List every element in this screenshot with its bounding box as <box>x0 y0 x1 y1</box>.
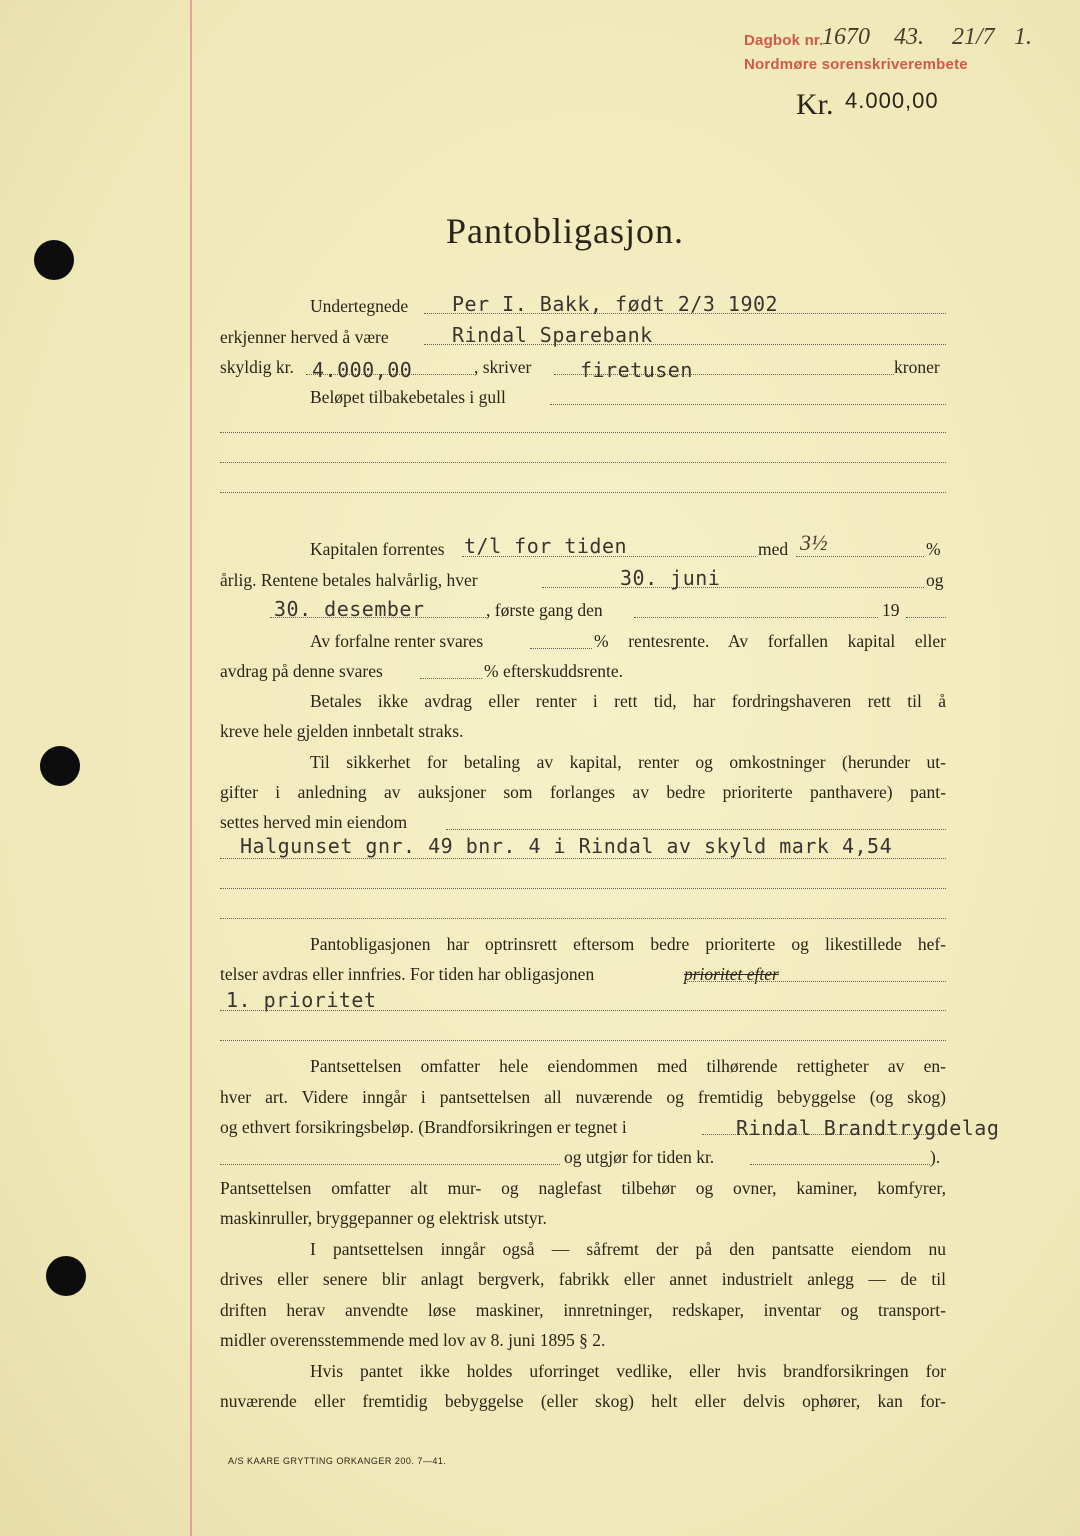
paragraph-omfatter-3: og ethvert forsikringsbeløp. (Brandforsikringen er tegnet i <box>220 1117 627 1137</box>
kroner-label: kroner <box>894 357 940 377</box>
skyldig-value: 4.000,00 <box>312 358 413 382</box>
priority-value: 1. prioritet <box>226 988 377 1012</box>
dotted-line <box>542 587 924 588</box>
dotted-line <box>796 556 924 557</box>
margin-rule <box>190 0 192 1536</box>
printer-imprint: A/S KAARE GRYTTING ORKANGER 200. 7—41. <box>228 1456 447 1466</box>
rentesrente-label: % rentesrente. Av forfallen kapital eller <box>594 631 946 651</box>
stamp-dagbok: Dagbok nr. <box>744 32 824 49</box>
dotted-line <box>220 918 946 919</box>
document-title: Pantobligasjon. <box>446 211 684 251</box>
paragraph-bergverk-1: I pantsettelsen inngår også — såfremt der på den pantsatte eiendom nu <box>310 1239 946 1259</box>
dotted-line <box>220 1040 946 1041</box>
paragraph-murfast-2: maskinruller, bryggepanner og elektrisk utstyr. <box>220 1208 547 1228</box>
year-label: 19 <box>882 600 900 620</box>
kapitalen-label: Kapitalen forrentes <box>310 539 445 559</box>
dotted-line <box>220 888 946 889</box>
paragraph-optrinsrett-2: telser avdras eller innfries. For tiden har obligasjonen <box>220 964 595 984</box>
dotted-line <box>220 432 946 433</box>
dotted-line <box>684 981 946 982</box>
punch-hole <box>40 746 80 786</box>
dotted-line <box>420 678 482 679</box>
dotted-line <box>220 1010 946 1011</box>
interest-rate-value: 3½ <box>800 530 828 555</box>
struck-priority-text: prioritet efter <box>684 964 779 984</box>
undertegnede-label: Undertegnede <box>310 296 409 316</box>
paragraph-vedlike-2: nuværende eller fremtidig bebyggelse (eller skog) helt eller delvis ophører, kan for- <box>220 1391 946 1411</box>
dotted-line <box>220 858 946 859</box>
dotted-line <box>750 1164 930 1165</box>
close-paren: ). <box>930 1147 941 1167</box>
dotted-line <box>220 1164 560 1165</box>
dotted-line <box>530 648 592 649</box>
payment-date-2: 30. desember <box>274 597 425 621</box>
paragraph-omfatter-2: hver art. Videre inngår i pantsettelsen all nuværende og fremtidig bebyggelse (og skog) <box>220 1087 946 1107</box>
skyldig-label: skyldig kr. <box>220 357 294 377</box>
paragraph-optrinsrett-1: Pantobligasjonen har optrinsrett eftersom bedre prioriterte og likestillede hef- <box>310 934 946 954</box>
punch-hole <box>46 1256 86 1296</box>
skriver-label: , skriver <box>474 357 532 377</box>
debtor-value: Per I. Bakk, født 2/3 1902 <box>452 292 779 316</box>
paragraph-betales-1: Betales ikke avdrag eller renter i rett tid, har fordringshaveren rett til å <box>310 691 946 711</box>
forfalne-label: Av forfalne renter svares <box>310 631 484 651</box>
dotted-line <box>906 617 946 618</box>
creditor-value: Rindal Sparebank <box>452 323 653 347</box>
dotted-line <box>220 462 946 463</box>
dotted-line <box>446 829 946 830</box>
paragraph-betales-2: kreve hele gjelden innbetalt straks. <box>220 721 464 741</box>
dagbok-year: 43. <box>894 24 924 50</box>
paragraph-sikkerhet-1: Til sikkerhet for betaling av kapital, renter og omkostninger (herunder ut- <box>310 752 946 772</box>
erkjenner-label: erkjenner herved å være <box>220 327 389 347</box>
med-label: med <box>758 539 789 559</box>
skriver-value: firetusen <box>580 358 693 382</box>
insurer-value: Rindal Brandtrygdelag <box>736 1116 1000 1140</box>
paragraph-bergverk-2: drives eller senere blir anlagt bergverk, fabrikk eller annet industrielt anlegg — de til <box>220 1269 946 1289</box>
paragraph-bergverk-3: driften herav anvendte løse maskiner, innretninger, redskaper, inventar og transport- <box>220 1300 946 1320</box>
paragraph-bergverk-4: midler overensstemmende med lov av 8. juni 1895 § 2. <box>220 1330 606 1350</box>
paragraph-murfast-1: Pantsettelsen omfatter alt mur- og naglefast tilbehør og ovner, kaminer, komfyrer, <box>220 1178 946 1198</box>
arlig-label: årlig. Rentene betales halvårlig, hver <box>220 570 478 590</box>
forste-label: , første gang den <box>486 600 603 620</box>
dagbok-date: 21/7 <box>952 24 995 50</box>
paragraph-vedlike-1: Hvis pantet ikke holdes uforringet vedlike, eller hvis brandforsikringen for <box>310 1361 946 1381</box>
punch-hole <box>34 240 74 280</box>
interest-basis-value: t/l for tiden <box>464 534 628 558</box>
belopet-label: Beløpet tilbakebetales i gull <box>310 387 506 407</box>
stamp-court: Nordmøre sorenskriverembete <box>744 56 968 73</box>
avdrag-label: avdrag på denne svares <box>220 661 383 681</box>
dotted-line <box>550 404 946 405</box>
dotted-line <box>634 617 878 618</box>
amount-value: 4.000,00 <box>845 88 939 113</box>
paragraph-sikkerhet-2: gifter i anledning av auksjoner som forlanges av bedre prioriterte panthavere) pant- <box>220 782 946 802</box>
dotted-line <box>220 492 946 493</box>
payment-date-1: 30. juni <box>620 566 721 590</box>
property-value: Halgunset gnr. 49 bnr. 4 i Rindal av skyld mark 4,54 <box>240 834 893 858</box>
paragraph-omfatter-1: Pantsettelsen omfatter hele eiendommen med tilhørende rettigheter av en- <box>310 1056 946 1076</box>
utgjor-label: og utgjør for tiden kr. <box>564 1147 715 1167</box>
percent-sign: % <box>926 539 941 559</box>
dagbok-number: 1670 <box>822 24 870 50</box>
og-label: og <box>926 570 944 590</box>
dagbok-mark: 1. <box>1014 24 1032 50</box>
amount-label: Kr. <box>796 88 834 121</box>
paragraph-sikkerhet-3: settes herved min eiendom <box>220 812 408 832</box>
efterskudd-label: % efterskuddsrente. <box>484 661 623 681</box>
